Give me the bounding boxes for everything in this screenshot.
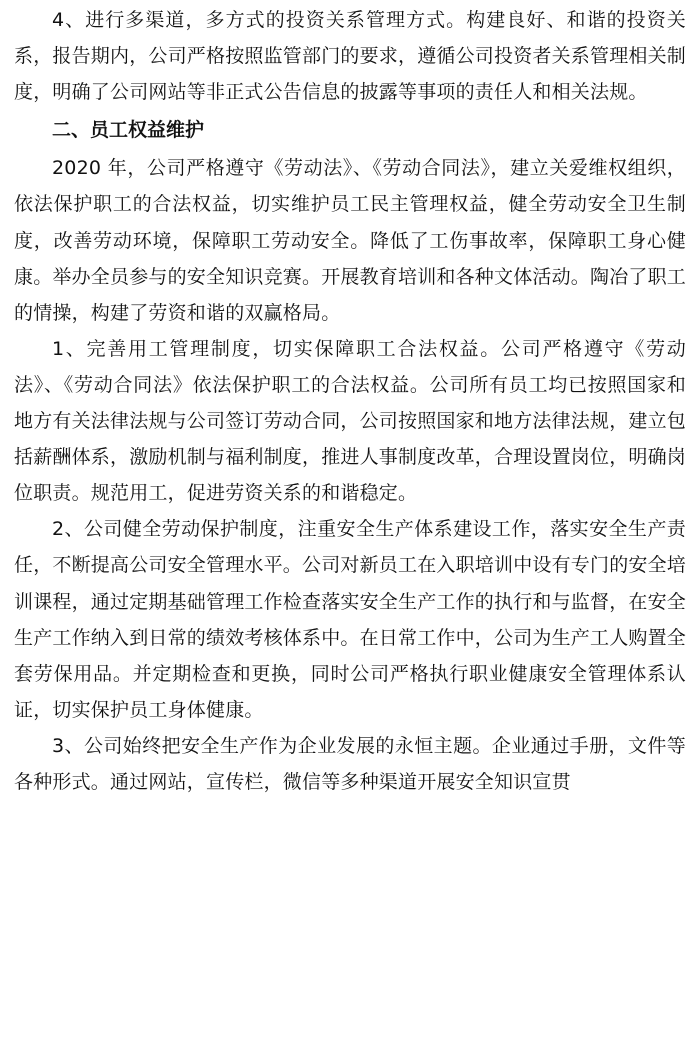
section-heading-employee-rights: 二、员工权益维护 [52,119,205,142]
paragraph-investor-relations: 4、进行多渠道，多方式的投资关系管理方式。构建良好、和谐的投资关系，报告期内，公司严格按照监管部门的要求，遵循公司投资者关系管理相关制度，明确了公司网站等非正式公告信息的披露等事项的责任人和相关法规。 [14,9,687,104]
paragraph-labor-protection: 2、公司健全劳动保护制度，注重安全生产体系建设工作，落实安全生产责任，不断提高公司安全管理水平。公司对新员工在入职培训中设有专门的安全培训课程，通过定期基础管理工作检查落实安全生产工作的执行和与监督，在安全生产工作纳入到日常的绩效考核体系中。在日常工作中，公司为生产工人购置全套劳保用品。并定期检查和更换，同时公司严格执行职业健康安全管理体系认证，切实保护员工身体健康。 [14,518,687,721]
paragraph-2020-labor-law: 2020 年，公司严格遵守《劳动法》、《劳动合同法》，建立关爱维权组织，依法保护职工的合法权益，切实维护员工民主管理权益，健全劳动安全卫生制度，改善劳动环境，保障职工劳动安全。降低了工伤事故率，保障职工身心健康。举办全员参与的安全知识竞赛。开展教育培训和各种文体活动。陶冶了职工的情操，构建了劳资和谐的双赢格局。 [14,157,687,324]
document-page [14,2,686,800]
paragraph-safety-production: 3、公司始终把安全生产作为企业发展的永恒主题。企业通过手册，文件等各种形式。通过网站，宣传栏，微信等多种渠道开展安全知识宣贯 [14,734,686,793]
paragraph-employment-management: 1、完善用工管理制度，切实保障职工合法权益。公司严格遵守《劳动法》、《劳动合同法》依法保护职工的合法权益。公司所有员工均已按照国家和地方有关法律法规与公司签订劳动合同，公司按照国家和地方法律法规，建立包括薪酬体系，激励机制与福利制度，推进人事制度改革，合理设置岗位，明确岗位职责。规范用工，促进劳资关系的和谐稳定。 [14,337,687,505]
